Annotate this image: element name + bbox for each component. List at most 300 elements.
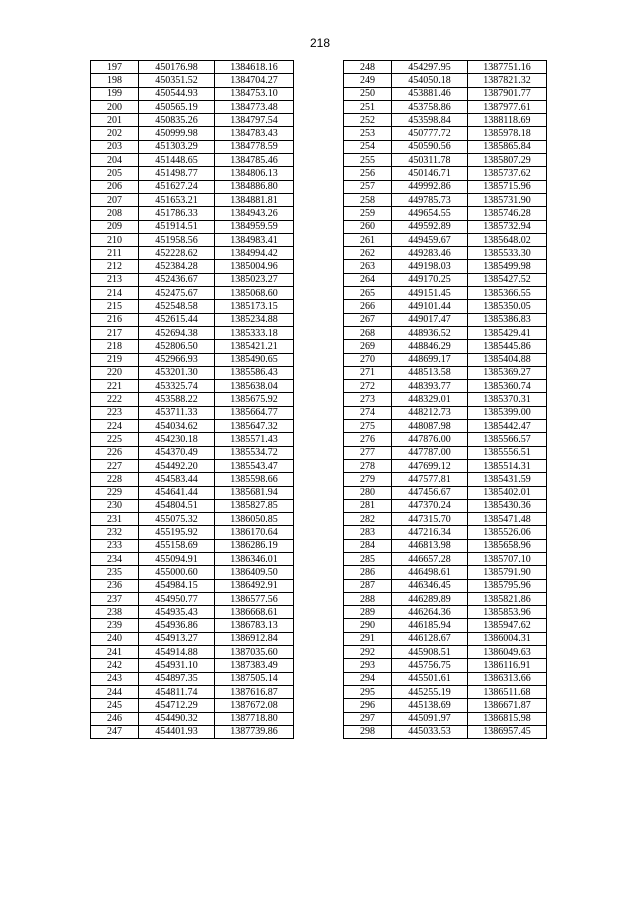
y-coordinate-cell: 1385543.47 [215,459,294,472]
y-coordinate-cell: 1387672.08 [215,699,294,712]
y-coordinate-cell: 1385370.31 [468,393,547,406]
point-number-cell: 256 [344,167,392,180]
table-row [344,406,547,419]
x-coordinate-cell: 445255.19 [392,685,468,698]
point-number-cell: 204 [91,154,139,167]
x-coordinate-cell: 454050.18 [392,74,468,87]
point-number-cell: 277 [344,446,392,459]
x-coordinate-cell: 448936.52 [392,326,468,339]
table-row [91,260,294,273]
y-coordinate-cell: 1387616.87 [215,685,294,698]
x-coordinate-cell: 447876.00 [392,433,468,446]
x-coordinate-cell: 446813.98 [392,539,468,552]
x-coordinate-cell: 449592.89 [392,220,468,233]
point-number-cell: 291 [344,632,392,645]
x-coordinate-cell: 451786.33 [139,207,215,220]
point-number-cell: 260 [344,220,392,233]
point-number-cell: 271 [344,366,392,379]
point-number-cell: 214 [91,287,139,300]
table-row [344,539,547,552]
x-coordinate-cell: 454804.51 [139,499,215,512]
table-row [344,393,547,406]
x-coordinate-cell: 446657.28 [392,552,468,565]
y-coordinate-cell: 1385865.84 [468,140,547,153]
table-row [344,579,547,592]
x-coordinate-cell: 454490.32 [139,712,215,725]
x-coordinate-cell: 453711.33 [139,406,215,419]
y-coordinate-cell: 1385664.77 [215,406,294,419]
table-row [91,446,294,459]
point-number-cell: 200 [91,100,139,113]
point-number-cell: 208 [91,207,139,220]
point-number-cell: 262 [344,247,392,260]
x-coordinate-cell: 454034.62 [139,420,215,433]
point-number-cell: 203 [91,140,139,153]
y-coordinate-cell: 1386912.84 [215,632,294,645]
point-number-cell: 199 [91,87,139,100]
y-coordinate-cell: 1386116.91 [468,659,547,672]
table-row [91,659,294,672]
table-row [344,473,547,486]
table-row [344,646,547,659]
point-number-cell: 275 [344,420,392,433]
x-coordinate-cell: 451303.29 [139,140,215,153]
x-coordinate-cell: 449170.25 [392,273,468,286]
x-coordinate-cell: 455158.69 [139,539,215,552]
table-row [344,420,547,433]
point-number-cell: 289 [344,606,392,619]
point-number-cell: 229 [91,486,139,499]
table-row [91,287,294,300]
point-number-cell: 241 [91,646,139,659]
table-row [344,725,547,738]
x-coordinate-cell: 448846.29 [392,340,468,353]
table-row [344,486,547,499]
table-row [91,539,294,552]
y-coordinate-cell: 1385499.98 [468,260,547,273]
y-coordinate-cell: 1385707.10 [468,552,547,565]
y-coordinate-cell: 1385947.62 [468,619,547,632]
y-coordinate-cell: 1385173.15 [215,300,294,313]
x-coordinate-cell: 448087.98 [392,420,468,433]
table-row [91,552,294,565]
x-coordinate-cell: 450835.26 [139,114,215,127]
y-coordinate-cell: 1385658.96 [468,539,547,552]
y-coordinate-cell: 1385791.90 [468,566,547,579]
table-row [91,127,294,140]
y-coordinate-cell: 1386313.66 [468,672,547,685]
x-coordinate-cell: 445033.53 [392,725,468,738]
point-number-cell: 226 [91,446,139,459]
table-row [91,313,294,326]
x-coordinate-cell: 447577.81 [392,473,468,486]
y-coordinate-cell: 1385471.48 [468,513,547,526]
x-coordinate-cell: 451653.21 [139,193,215,206]
x-coordinate-cell: 454935.43 [139,606,215,619]
table-row [91,193,294,206]
x-coordinate-cell: 452475.67 [139,287,215,300]
table-row [344,366,547,379]
x-coordinate-cell: 454583.44 [139,473,215,486]
y-coordinate-cell: 1385571.43 [215,433,294,446]
y-coordinate-cell: 1385360.74 [468,380,547,393]
x-coordinate-cell: 450999.98 [139,127,215,140]
point-number-cell: 297 [344,712,392,725]
table-row [344,74,547,87]
point-number-cell: 259 [344,207,392,220]
point-number-cell: 228 [91,473,139,486]
y-coordinate-cell: 1385732.94 [468,220,547,233]
table-row [91,61,294,74]
coordinates-table-left [90,60,294,739]
point-number-cell: 211 [91,247,139,260]
table-row [344,499,547,512]
x-coordinate-cell: 452694.38 [139,326,215,339]
point-number-cell: 278 [344,459,392,472]
y-coordinate-cell: 1387035.60 [215,646,294,659]
point-number-cell: 292 [344,646,392,659]
x-coordinate-cell: 445091.97 [392,712,468,725]
y-coordinate-cell: 1385598.66 [215,473,294,486]
x-coordinate-cell: 448329.01 [392,393,468,406]
x-coordinate-cell: 447315.70 [392,513,468,526]
table-row [344,287,547,300]
table-row [344,380,547,393]
y-coordinate-cell: 1385795.96 [468,579,547,592]
y-coordinate-cell: 1385534.72 [215,446,294,459]
y-coordinate-cell: 1386957.45 [468,725,547,738]
table-row [344,260,547,273]
y-coordinate-cell: 1386409.50 [215,566,294,579]
x-coordinate-cell: 452384.28 [139,260,215,273]
x-coordinate-cell: 447216.34 [392,526,468,539]
x-coordinate-cell: 454936.86 [139,619,215,632]
x-coordinate-cell: 454811.74 [139,685,215,698]
point-number-cell: 230 [91,499,139,512]
table-row [344,114,547,127]
point-number-cell: 274 [344,406,392,419]
y-coordinate-cell: 1386004.31 [468,632,547,645]
y-coordinate-cell: 1385421.21 [215,340,294,353]
y-coordinate-cell: 1387821.32 [468,74,547,87]
y-coordinate-cell: 1384773.48 [215,100,294,113]
point-number-cell: 213 [91,273,139,286]
table-row [344,180,547,193]
point-number-cell: 254 [344,140,392,153]
point-number-cell: 206 [91,180,139,193]
coordinates-table-right [343,60,547,739]
x-coordinate-cell: 454950.77 [139,592,215,605]
table-row [344,459,547,472]
x-coordinate-cell: 450176.98 [139,61,215,74]
point-number-cell: 215 [91,300,139,313]
point-number-cell: 236 [91,579,139,592]
point-number-cell: 220 [91,366,139,379]
y-coordinate-cell: 1387505.14 [215,672,294,685]
point-number-cell: 296 [344,699,392,712]
table-row [344,326,547,339]
table-row [344,659,547,672]
table-row [91,366,294,379]
y-coordinate-cell: 1386783.13 [215,619,294,632]
x-coordinate-cell: 453588.22 [139,393,215,406]
table-row [344,313,547,326]
y-coordinate-cell: 1386049.63 [468,646,547,659]
y-coordinate-cell: 1384886.80 [215,180,294,193]
y-coordinate-cell: 1385514.31 [468,459,547,472]
point-number-cell: 223 [91,406,139,419]
y-coordinate-cell: 1385234.88 [215,313,294,326]
table-row [344,87,547,100]
y-coordinate-cell: 1385827.85 [215,499,294,512]
x-coordinate-cell: 449654.55 [392,207,468,220]
x-coordinate-cell: 446185.94 [392,619,468,632]
x-coordinate-cell: 446289.89 [392,592,468,605]
x-coordinate-cell: 455094.91 [139,552,215,565]
y-coordinate-cell: 1387739.86 [215,725,294,738]
y-coordinate-cell: 1385731.90 [468,193,547,206]
table-row [344,592,547,605]
point-number-cell: 272 [344,380,392,393]
x-coordinate-cell: 451914.51 [139,220,215,233]
y-coordinate-cell: 1385566.57 [468,433,547,446]
table-row [91,154,294,167]
y-coordinate-cell: 1385978.18 [468,127,547,140]
y-coordinate-cell: 1385429.41 [468,326,547,339]
point-number-cell: 266 [344,300,392,313]
table-row [344,712,547,725]
x-coordinate-cell: 445501.61 [392,672,468,685]
y-coordinate-cell: 1384943.26 [215,207,294,220]
x-coordinate-cell: 449785.73 [392,193,468,206]
point-number-cell: 232 [91,526,139,539]
x-coordinate-cell: 449992.86 [392,180,468,193]
y-coordinate-cell: 1385648.02 [468,233,547,246]
point-number-cell: 217 [91,326,139,339]
x-coordinate-cell: 448212.73 [392,406,468,419]
table-row [91,207,294,220]
point-number-cell: 290 [344,619,392,632]
x-coordinate-cell: 453325.74 [139,380,215,393]
x-coordinate-cell: 453758.86 [392,100,468,113]
y-coordinate-cell: 1385404.88 [468,353,547,366]
table-row [91,100,294,113]
table-row [91,725,294,738]
x-coordinate-cell: 455000.60 [139,566,215,579]
y-coordinate-cell: 1385350.05 [468,300,547,313]
y-coordinate-cell: 1387901.77 [468,87,547,100]
y-coordinate-cell: 1387718.80 [215,712,294,725]
x-coordinate-cell: 454712.29 [139,699,215,712]
table-row [91,326,294,339]
table-row [91,513,294,526]
y-coordinate-cell: 1384881.81 [215,193,294,206]
table-row [91,699,294,712]
y-coordinate-cell: 1385399.00 [468,406,547,419]
y-coordinate-cell: 1385386.83 [468,313,547,326]
point-number-cell: 233 [91,539,139,552]
x-coordinate-cell: 446128.67 [392,632,468,645]
point-number-cell: 285 [344,552,392,565]
y-coordinate-cell: 1384959.59 [215,220,294,233]
x-coordinate-cell: 448699.17 [392,353,468,366]
x-coordinate-cell: 454914.88 [139,646,215,659]
point-number-cell: 276 [344,433,392,446]
point-number-cell: 268 [344,326,392,339]
table-row [344,699,547,712]
y-coordinate-cell: 1385369.27 [468,366,547,379]
point-number-cell: 257 [344,180,392,193]
x-coordinate-cell: 451448.65 [139,154,215,167]
y-coordinate-cell: 1385675.92 [215,393,294,406]
y-coordinate-cell: 1385533.30 [468,247,547,260]
table-row [91,433,294,446]
table-row [344,566,547,579]
y-coordinate-cell: 1385821.86 [468,592,547,605]
x-coordinate-cell: 445756.75 [392,659,468,672]
x-coordinate-cell: 446498.61 [392,566,468,579]
point-number-cell: 286 [344,566,392,579]
y-coordinate-cell: 1385746.28 [468,207,547,220]
table-row [344,526,547,539]
point-number-cell: 279 [344,473,392,486]
table-row [91,74,294,87]
table-row [344,552,547,565]
y-coordinate-cell: 1385556.51 [468,446,547,459]
x-coordinate-cell: 452615.44 [139,313,215,326]
point-number-cell: 197 [91,61,139,74]
point-number-cell: 243 [91,672,139,685]
point-number-cell: 264 [344,273,392,286]
y-coordinate-cell: 1387977.61 [468,100,547,113]
point-number-cell: 251 [344,100,392,113]
x-coordinate-cell: 453201.30 [139,366,215,379]
table-row [91,87,294,100]
table-row [91,247,294,260]
point-number-cell: 221 [91,380,139,393]
x-coordinate-cell: 452548.58 [139,300,215,313]
table-row [344,433,547,446]
table-row [91,499,294,512]
point-number-cell: 281 [344,499,392,512]
table-row [344,100,547,113]
point-number-cell: 288 [344,592,392,605]
table-row [91,712,294,725]
point-number-cell: 244 [91,685,139,698]
table-row [344,340,547,353]
y-coordinate-cell: 1385068.60 [215,287,294,300]
x-coordinate-cell: 450777.72 [392,127,468,140]
table-row [344,513,547,526]
point-number-cell: 255 [344,154,392,167]
page-number: 218 [309,36,331,50]
y-coordinate-cell: 1384778.59 [215,140,294,153]
y-coordinate-cell: 1385638.04 [215,380,294,393]
x-coordinate-cell: 449459.67 [392,233,468,246]
table-row [91,619,294,632]
y-coordinate-cell: 1385430.36 [468,499,547,512]
y-coordinate-cell: 1386511.68 [468,685,547,698]
y-coordinate-cell: 1386286.19 [215,539,294,552]
x-coordinate-cell: 452806.50 [139,340,215,353]
table-row [91,167,294,180]
x-coordinate-cell: 447699.12 [392,459,468,472]
x-coordinate-cell: 452228.62 [139,247,215,260]
x-coordinate-cell: 454401.93 [139,725,215,738]
point-number-cell: 246 [91,712,139,725]
y-coordinate-cell: 1386050.85 [215,513,294,526]
x-coordinate-cell: 452966.93 [139,353,215,366]
point-number-cell: 265 [344,287,392,300]
table-row [344,672,547,685]
point-number-cell: 235 [91,566,139,579]
point-number-cell: 224 [91,420,139,433]
y-coordinate-cell: 1384983.41 [215,233,294,246]
x-coordinate-cell: 452436.67 [139,273,215,286]
table-row [91,579,294,592]
x-coordinate-cell: 454297.95 [392,61,468,74]
y-coordinate-cell: 1385445.86 [468,340,547,353]
y-coordinate-cell: 1385366.55 [468,287,547,300]
point-number-cell: 219 [91,353,139,366]
x-coordinate-cell: 446346.45 [392,579,468,592]
table-row [91,220,294,233]
table-row [344,353,547,366]
table-row [91,566,294,579]
y-coordinate-cell: 1385402.01 [468,486,547,499]
x-coordinate-cell: 447370.24 [392,499,468,512]
point-number-cell: 252 [344,114,392,127]
y-coordinate-cell: 1387751.16 [468,61,547,74]
y-coordinate-cell: 1386577.56 [215,592,294,605]
y-coordinate-cell: 1385647.32 [215,420,294,433]
table-row [344,61,547,74]
x-coordinate-cell: 451627.24 [139,180,215,193]
point-number-cell: 198 [91,74,139,87]
point-number-cell: 202 [91,127,139,140]
x-coordinate-cell: 447456.67 [392,486,468,499]
x-coordinate-cell: 445138.69 [392,699,468,712]
x-coordinate-cell: 453881.46 [392,87,468,100]
table-row [91,340,294,353]
y-coordinate-cell: 1384618.16 [215,61,294,74]
y-coordinate-cell: 1384753.10 [215,87,294,100]
table-row [91,486,294,499]
y-coordinate-cell: 1385586.43 [215,366,294,379]
x-coordinate-cell: 447787.00 [392,446,468,459]
y-coordinate-cell: 1387383.49 [215,659,294,672]
point-number-cell: 201 [91,114,139,127]
x-coordinate-cell: 449101.44 [392,300,468,313]
x-coordinate-cell: 449283.46 [392,247,468,260]
point-number-cell: 263 [344,260,392,273]
point-number-cell: 222 [91,393,139,406]
table-row [91,140,294,153]
table-row [91,459,294,472]
y-coordinate-cell: 1385737.62 [468,167,547,180]
table-row [344,220,547,233]
point-number-cell: 270 [344,353,392,366]
x-coordinate-cell: 451498.77 [139,167,215,180]
point-number-cell: 269 [344,340,392,353]
x-coordinate-cell: 454641.44 [139,486,215,499]
x-coordinate-cell: 450351.52 [139,74,215,87]
table-row [91,300,294,313]
y-coordinate-cell: 1384806.13 [215,167,294,180]
table-row [91,393,294,406]
y-coordinate-cell: 1385490.65 [215,353,294,366]
table-row [344,154,547,167]
